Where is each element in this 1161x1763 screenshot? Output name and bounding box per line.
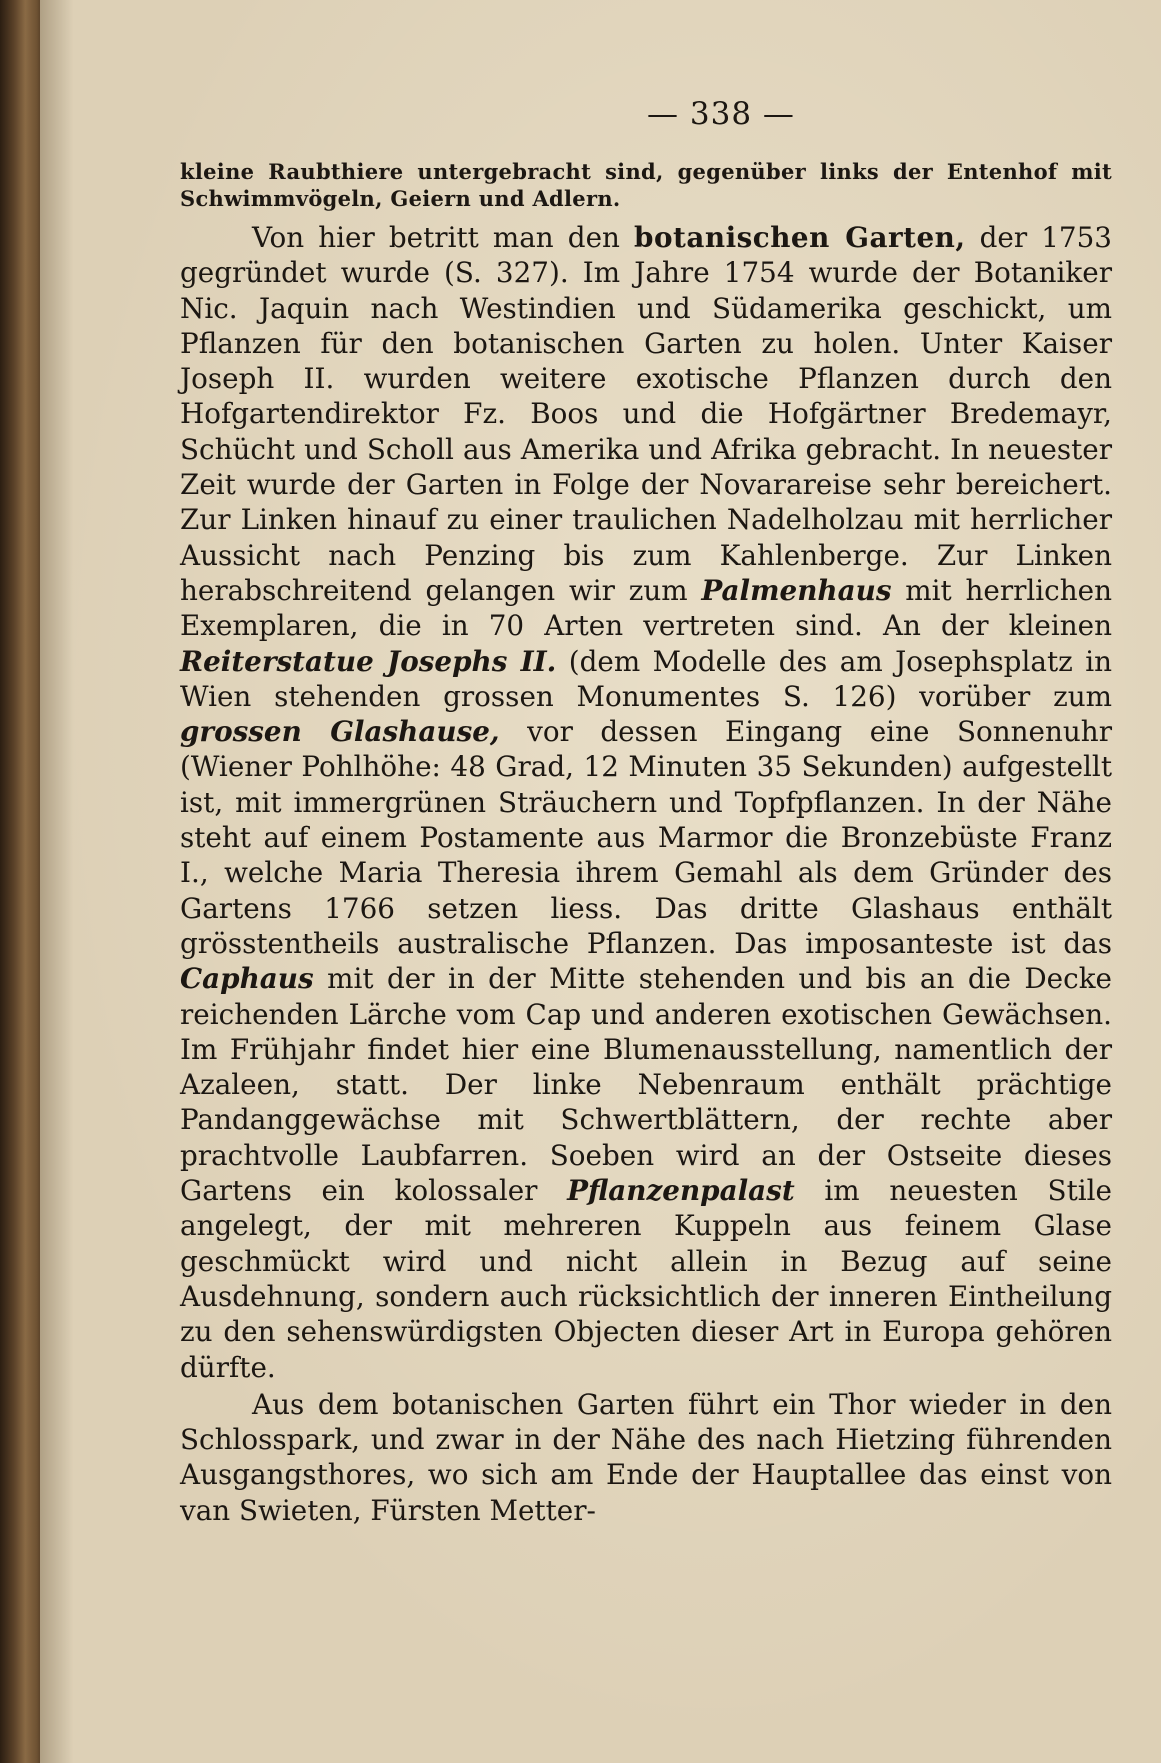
text-run: im neuesten Stile angelegt, der mit mehreren Kuppeln aus feinem Glase geschmückt wird und nicht allein in Bezug auf seine Ausdehnung, sondern auch rücksichtlich der inneren Eintheilung zu den sehenswürdigsten Objecten dieser Art in Europa gehören dürfte. — [180, 1174, 1112, 1384]
term-grossen-glashause: grossen Glashause, — [180, 715, 500, 749]
page-number: — 338 — — [647, 96, 795, 132]
text-run: mit herrlichen Exemplaren, die in 70 Arten vertreten sind. An der kleinen — [180, 573, 1112, 643]
text-run: (dem Modelle des am Josephsplatz in Wien stehenden grossen Monumentes S. 126) vorüber zum — [180, 644, 1112, 713]
term-pflanzenpalast: Pflanzenpalast — [567, 1174, 795, 1208]
paragraph-schlosspark: Aus dem botanischen Garten führt ein Thor wieder in den Schlosspark, und zwar in der Nähe des nach Hietzing führenden Ausgangsthores, wo sich am Ende der Hauptallee das einst von van Swieten, Fürsten Metter- — [180, 1387, 1112, 1527]
intro-continuation: kleine Raubthiere untergebracht sind, gegenüber links der Entenhof mit Schwimmvögeln, Geiern und Adlern. — [180, 159, 1112, 211]
text-run: mit der in der Mitte stehenden und bis an die Decke reichenden Lärche vom Cap und anderen exotischen Gewächsen. Im Frühjahr findet hier eine Blumenausstellung, namentlich der Azaleen, statt. Der linke Nebenraum enthält prächtige Pandanggewächse mit Schwertblättern, der rechte aber prachtvolle Laubfarren. Soeben wird an der Ostseite dieses Gartens ein kolossaler — [180, 962, 1112, 1208]
term-palmenhaus: Palmenhaus — [701, 573, 892, 607]
heading-botanischen-garten: botanischen Garten, — [634, 221, 966, 254]
text-run: Von hier betritt man den — [252, 221, 635, 254]
text-run: der 1753 gegründet wurde (S. 327). Im Jahre 1754 wurde der Botaniker Nic. Jaquin nach Westindien und Südamerika geschickt, um Pflanzen für den botanischen Garten zu holen. Unter Kaiser Joseph II. wurden weitere exotische Pflanzen durch den Hofgartendirektor Fz. Boos und die Hofgärtner Bredemayr, Schücht und Scholl aus Amerika und Afrika gebracht. In neuester Zeit wurde der Garten in Folge der Novarareise sehr bereichert. Zur Linken hinauf zu einer traulichen Nadelholzau mit herrlicher Aussicht nach Penzing bis zum Kahlenberge. Zur Linken herabschreitend gelangen wir zum — [180, 221, 1112, 607]
term-caphaus: Caphaus — [180, 962, 314, 996]
text-run: vor dessen Eingang eine Sonnenuhr (Wiener Pohlhöhe: 48 Grad, 12 Minuten 35 Sekunden) aufgestellt ist, mit immergrünen Sträuchern und Topfpflanzen. In der Nähe steht auf einem Postamente aus Marmor die Bronzebüste Franz I., welche Maria Theresia ihrem Gemahl als dem Gründer des Gartens 1766 setzen liess. Das dritte Glashaus enthält grösstentheils australische Pflanzen. Das imposanteste ist das — [180, 715, 1112, 960]
paragraph-botanical-garden — [180, 220, 1112, 1385]
term-reiterstatue: Reiterstatue Josephs II. — [180, 644, 557, 678]
page-text — [180, 90, 1112, 1528]
